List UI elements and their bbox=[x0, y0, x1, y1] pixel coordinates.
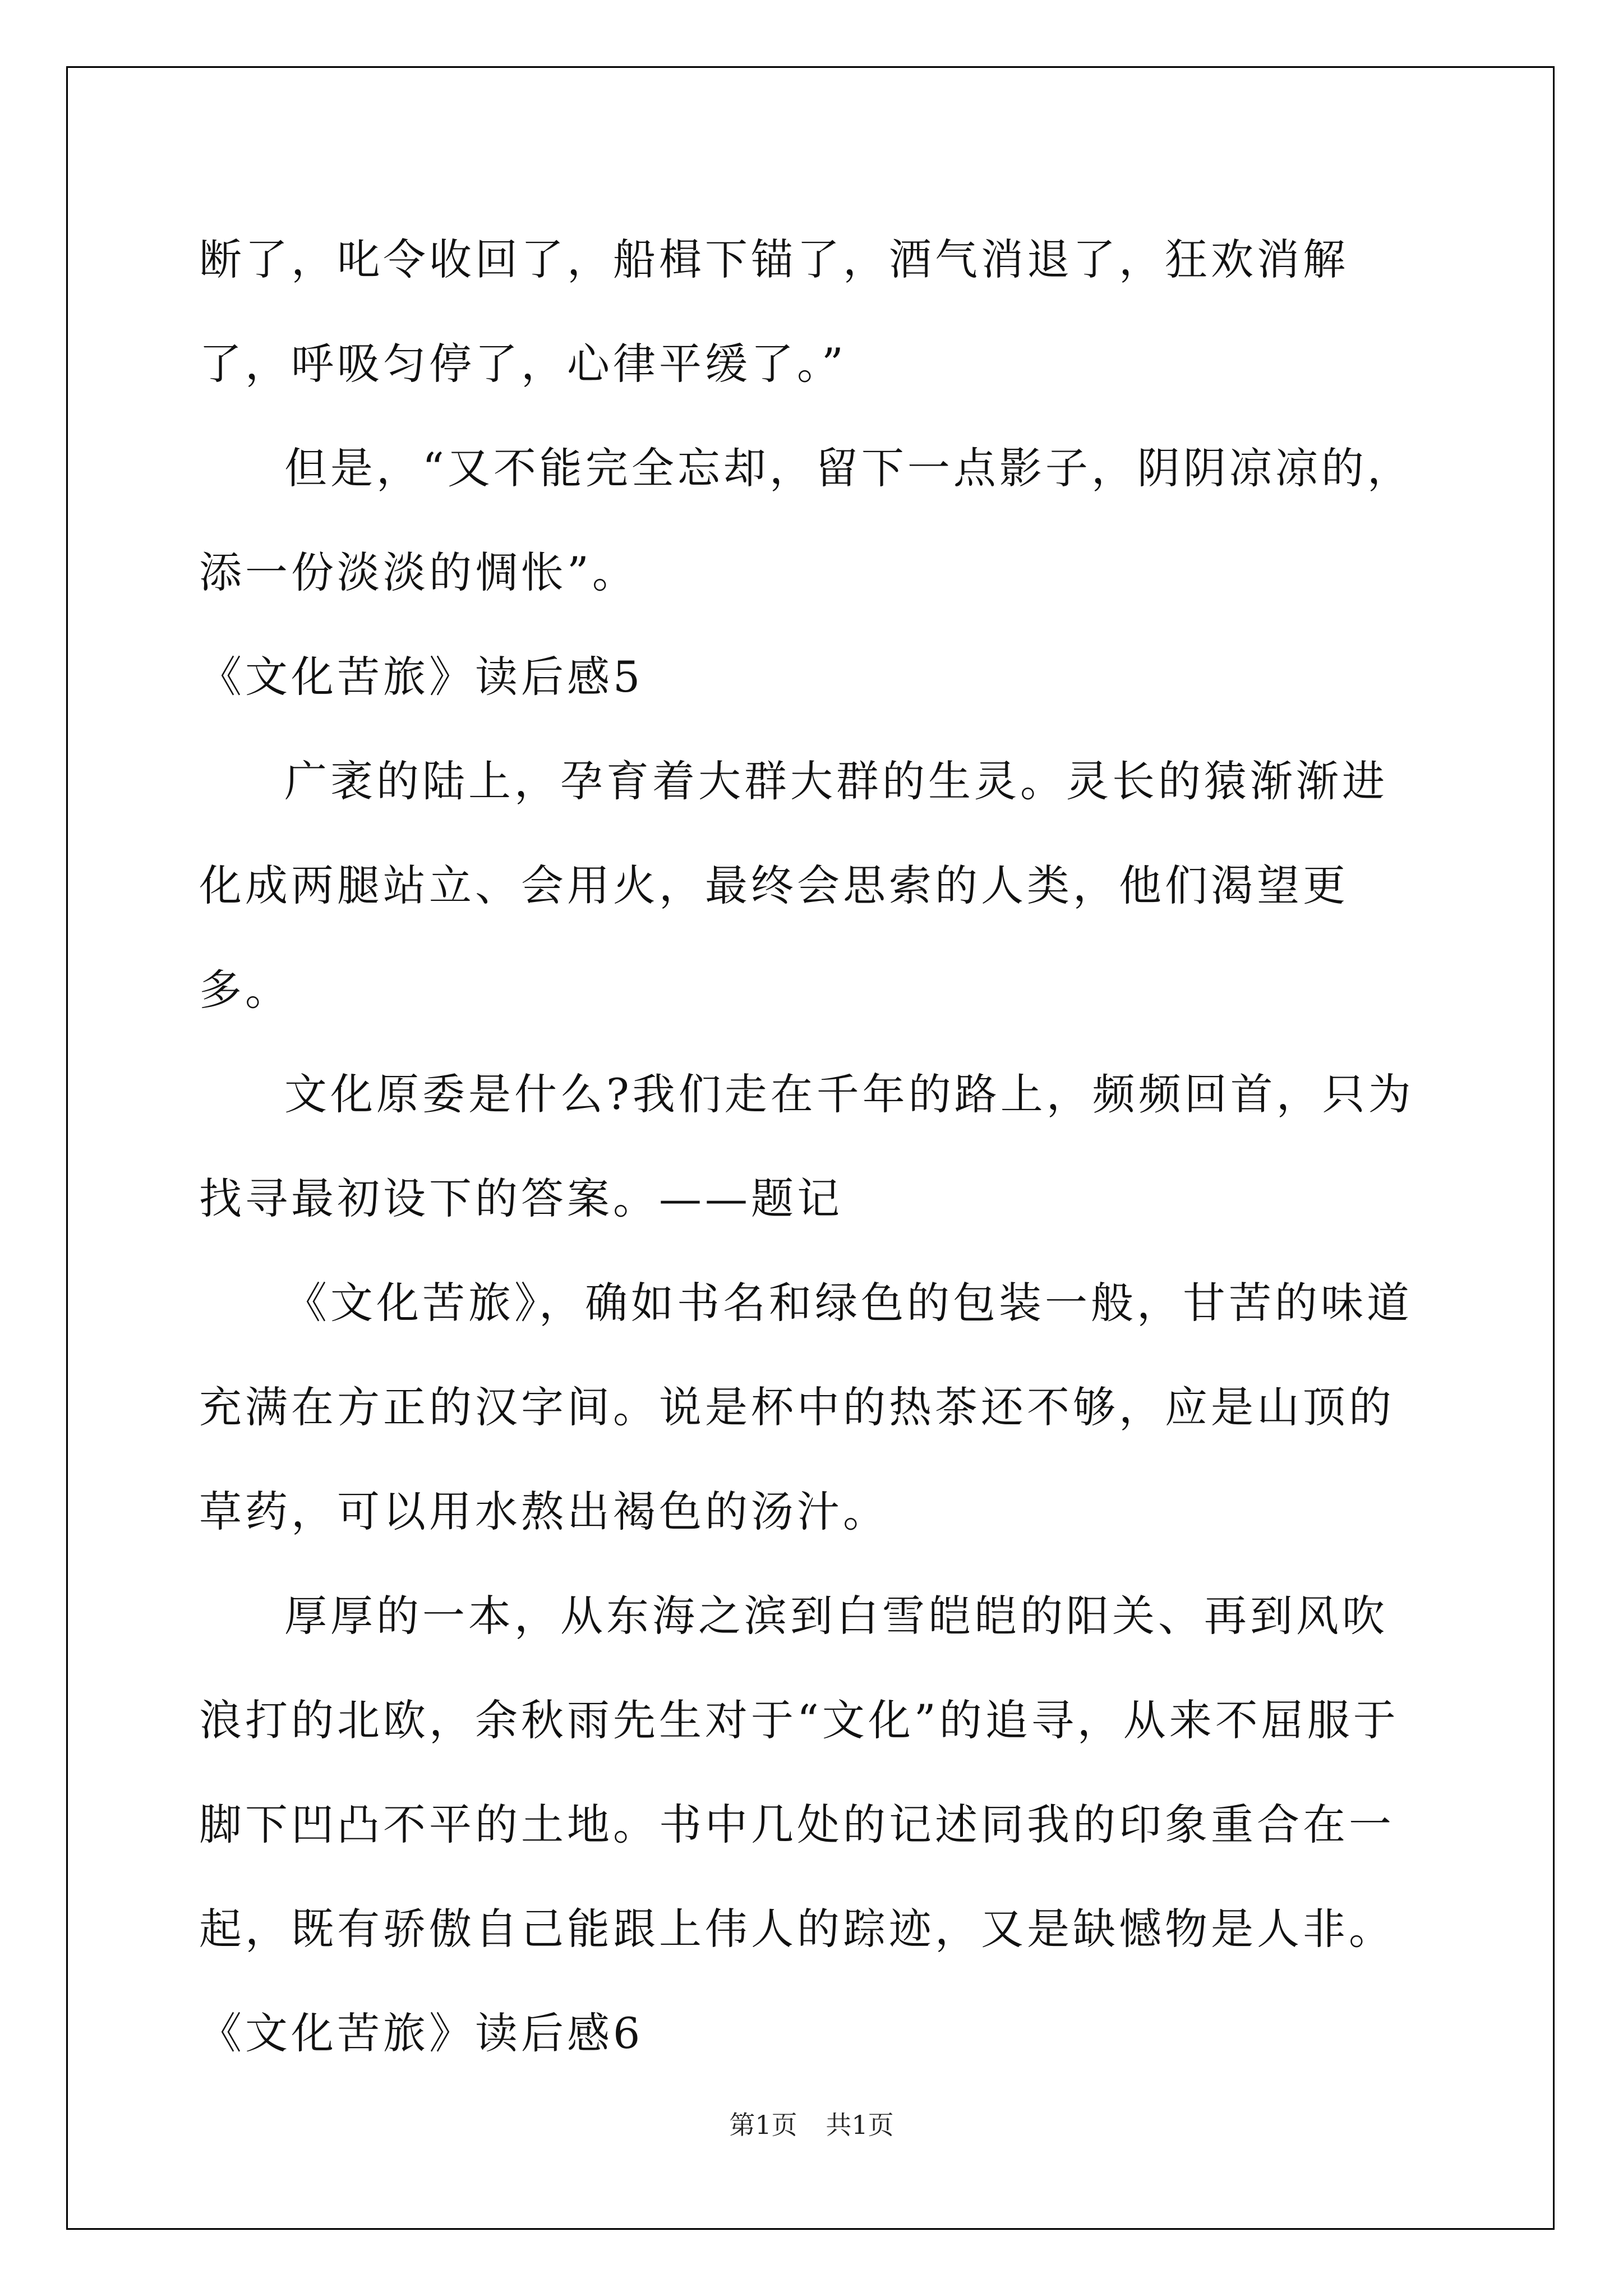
paragraph: 文化原委是什么?我们走在千年的路上，频频回首，只为找寻最初设下的答案。——题记 bbox=[199, 1069, 1414, 1223]
page-number: 第1页 bbox=[729, 2110, 797, 2140]
document-body bbox=[199, 208, 1427, 2086]
paragraph: 断了，叱令收回了，船楫下锚了，酒气消退了，狂欢消解了，呼吸匀停了，心律平缓了。” bbox=[199, 234, 1349, 389]
paragraph: 广袤的陆上，孕育着大群大群的生灵。灵长的猿渐渐进化成两腿站立、会用火，最终会思索的人类，他们渴望更多。 bbox=[199, 756, 1388, 1015]
section-heading: 《文化苦旅》读后感5 bbox=[199, 652, 644, 702]
paragraph: 但是，“又不能完全忘却，留下一点影子，阴阴凉凉的，添一份淡淡的惆怅”。 bbox=[199, 443, 1413, 597]
page-footer bbox=[0, 2105, 1623, 2142]
paragraph: 厚厚的一本，从东海之滨到白雪皑皑的阳关、再到风吹浪打的北欧，余秋雨先生对于“文化”的追寻，从来不屈服于脚下凹凸不平的土地。书中几处的记述同我的印象重合在一起，既有骄傲自己能跟上伟人的踪迹，又是缺憾物是人非。 bbox=[199, 1591, 1399, 1954]
paragraph: 《文化苦旅》，确如书名和绿色的包装一般，甘苦的味道充满在方正的汉字间。说是杯中的热茶还不够，应是山顶的草药，可以用水熬出褐色的汤汁。 bbox=[199, 1278, 1413, 1536]
section-heading: 《文化苦旅》读后感6 bbox=[199, 2008, 644, 2058]
page-total: 共1页 bbox=[826, 2110, 894, 2140]
